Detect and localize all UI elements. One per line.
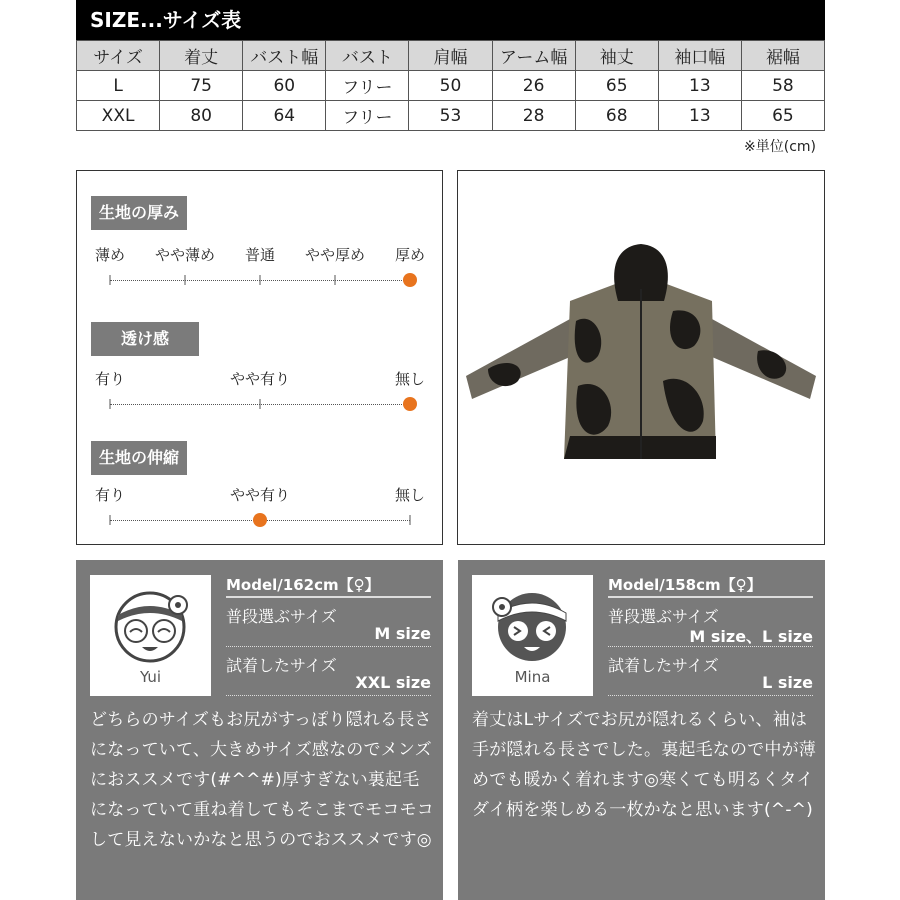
scale-tick: [260, 275, 261, 285]
table-cell: 68: [575, 101, 658, 131]
scale-label: 厚め: [394, 246, 426, 264]
header-cell: 袖口幅: [658, 41, 741, 71]
scale-label: やや有り: [229, 370, 291, 388]
avatar-name: Yui: [139, 668, 162, 686]
header-cell: サイズ: [77, 41, 160, 71]
model-height: Model/158cm【♀】: [608, 574, 813, 598]
table-cell: 26: [492, 71, 575, 101]
size-row-xxl: [77, 101, 825, 131]
tried-size-value: XXL size: [226, 673, 431, 696]
size-table-header-row: [77, 41, 825, 71]
model-info: [608, 574, 813, 696]
tried-size-value: L size: [608, 673, 813, 696]
avatar: [472, 575, 593, 696]
scale-tick: [110, 275, 111, 285]
scale-tick: [260, 399, 261, 409]
scale-tick: [335, 275, 336, 285]
size-table: [76, 40, 825, 131]
product-image-panel: [457, 170, 825, 545]
header-cell: 肩幅: [409, 41, 492, 71]
avatar: [90, 575, 211, 696]
table-cell: 13: [658, 101, 741, 131]
table-cell: フリー: [326, 101, 409, 131]
unit-note: ※単位(cm): [744, 139, 816, 155]
usual-size-label: 普段選ぶサイズ: [226, 607, 337, 626]
tie-dye-hoodie-image: [458, 171, 824, 544]
model-panel-yui: [76, 560, 443, 900]
table-cell: 58: [741, 71, 824, 101]
table-cell: 50: [409, 71, 492, 101]
scale-tick: [410, 515, 411, 525]
table-cell: 64: [243, 101, 326, 131]
stretch-indicator-dot: [253, 513, 267, 527]
tried-size-label: 試着したサイズ: [608, 656, 719, 675]
model-height: Model/162cm【♀】: [226, 574, 431, 598]
scale-label: やや有り: [229, 486, 291, 504]
scale-label: 有り: [94, 370, 126, 388]
scale-tick: [110, 515, 111, 525]
header-cell: 着丈: [160, 41, 243, 71]
usual-size-value: M size: [226, 624, 431, 647]
table-cell: XXL: [77, 101, 160, 131]
model-panel-mina: [458, 560, 825, 900]
header-cell: 袖丈: [575, 41, 658, 71]
scale-label: 薄め: [94, 246, 126, 264]
avatar-name: Mina: [514, 668, 551, 686]
scale-label: 無し: [394, 370, 426, 388]
table-cell: L: [77, 71, 160, 101]
size-row-l: [77, 71, 825, 101]
table-cell: 13: [658, 71, 741, 101]
tried-size-label: 試着したサイズ: [226, 656, 337, 675]
scale-label: やや厚め: [304, 246, 366, 264]
table-cell: 53: [409, 101, 492, 131]
table-cell: 65: [741, 101, 824, 131]
header-cell: バスト: [326, 41, 409, 71]
header-cell: アーム幅: [492, 41, 575, 71]
header-cell: バスト幅: [243, 41, 326, 71]
model-info: [226, 574, 431, 696]
sheerness-indicator-dot: [403, 397, 417, 411]
table-cell: 80: [160, 101, 243, 131]
usual-size-value: M size、L size: [608, 624, 813, 647]
stretch-tag: 生地の伸縮: [91, 441, 187, 475]
scale-tick: [110, 399, 111, 409]
table-cell: 75: [160, 71, 243, 101]
scale-tick: [185, 275, 186, 285]
model-comment: どちらのサイズもお尻がすっぽり隠れる長さになっていて、大きめサイズ感なのでメンズにおススメです(#^^#)厚すぎない裏起毛になっていて重ね着してもそこまでモコモコして見えないかなと思うのでおススメです◎: [90, 710, 434, 850]
header-cell: 裾幅: [741, 41, 824, 71]
thickness-tag: 生地の厚み: [91, 196, 187, 230]
table-cell: 28: [492, 101, 575, 131]
table-cell: 65: [575, 71, 658, 101]
scale-label: 無し: [394, 486, 426, 504]
usual-size-label: 普段選ぶサイズ: [608, 607, 719, 626]
model-comment: 着丈はLサイズでお尻が隠れるくらい、袖は手が隠れる長さでした。裏起毛なので中が薄めでも暖かく着れます◎寒くても明るくタイダイ柄を楽しめる一枚かなと思います(^-^): [472, 710, 816, 820]
sheerness-tag: 透け感: [91, 322, 199, 356]
scale-label: 普通: [244, 246, 276, 264]
size-chart-title: SIZE...サイズ表: [76, 0, 825, 40]
scale-label: やや薄め: [154, 246, 216, 264]
fabric-panel: [76, 170, 443, 545]
table-cell: 60: [243, 71, 326, 101]
scale-label: 有り: [94, 486, 126, 504]
table-cell: フリー: [326, 71, 409, 101]
thickness-indicator-dot: [403, 273, 417, 287]
